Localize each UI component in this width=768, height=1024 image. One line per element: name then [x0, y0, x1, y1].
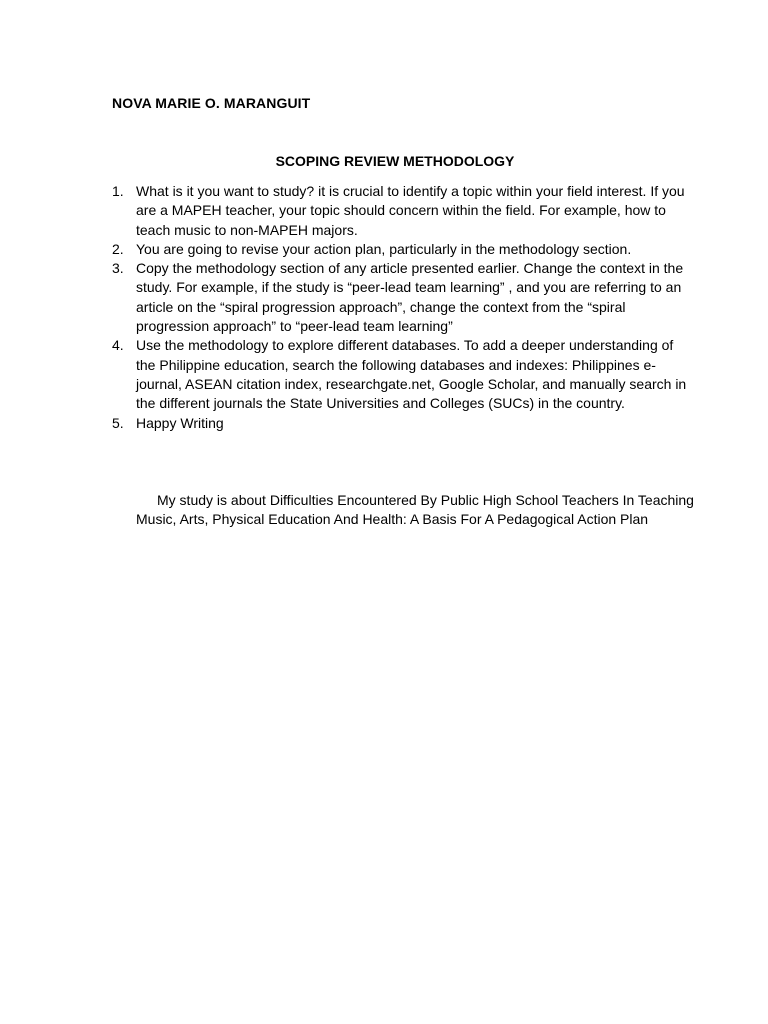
- study-statement: My study is about Difficulties Encountered By Public High School Teachers In Teaching Music, Arts, Physical Education And Health: A Basis For A Pedagogical Action Plan: [136, 492, 694, 528]
- step-item-2: [112, 240, 692, 259]
- step-number: 5.: [112, 414, 124, 431]
- step-text: Use the methodology to explore different databases. To add a deeper understanding of the Philippine education, search the following databases and indexes: Philippines e-journal, ASEAN citation index, researchgate.net, Google Scholar, and manually search in the different journals the State Universities and Colleges (SUCs) in the country.: [136, 337, 687, 412]
- step-number: 3.: [112, 260, 124, 277]
- step-item-5: [112, 414, 692, 433]
- step-item-1: [112, 182, 692, 240]
- step-text: What is it you want to study? it is crucial to identify a topic within your field interest. If you are a MAPEH teacher, your topic should concern within the field. For example, how to teach music to non-MAPEH majors.: [136, 183, 685, 238]
- step-number: 1.: [112, 183, 124, 199]
- step-item-3: [112, 259, 692, 336]
- step-number: 2.: [112, 240, 124, 257]
- author-name: NOVA MARIE O. MARANGUIT: [112, 95, 311, 111]
- step-text: You are going to revise your action plan, particularly in the methodology section.: [136, 240, 632, 257]
- step-text: Happy Writing: [136, 414, 224, 431]
- step-number: 4.: [112, 337, 124, 354]
- step-item-4: [112, 336, 692, 413]
- step-text: Copy the methodology section of any article presented earlier. Change the context in the study. For example, if the study is “peer-lead team learning” , and you are referring to an article on the “spiral progression approach”, change the context from the “spiral progression approach” to “peer-lead team learning”: [136, 260, 684, 335]
- document-title: SCOPING REVIEW METHODOLOGY: [275, 153, 515, 169]
- methodology-steps-list: [112, 182, 692, 433]
